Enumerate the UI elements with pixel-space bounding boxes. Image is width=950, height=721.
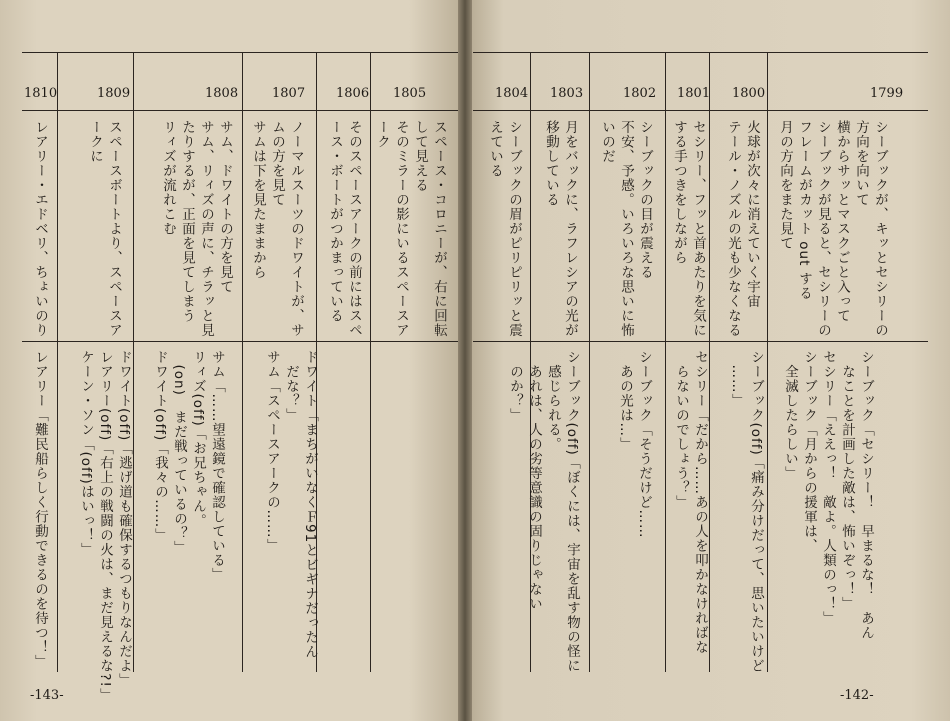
text-line: だな？」 — [283, 350, 299, 423]
cut-number: 1806 — [336, 86, 370, 101]
col-divider — [589, 52, 590, 672]
text-line: らないのでしょう？」 — [673, 350, 689, 510]
scene-divider-rule — [473, 341, 928, 342]
text-line: サム「スペースアークの……」 — [264, 350, 280, 553]
header-rule — [473, 110, 928, 111]
action-text-1803 — [541, 120, 579, 338]
text-line: (on) まだ戦っているの？」 — [171, 350, 187, 556]
text-line: サムは下を見たままから — [250, 120, 266, 280]
cut-number: 1802 — [623, 86, 657, 101]
page-number: -143- — [30, 688, 64, 703]
text-line: ケーン・ソン「(off)はいっ！」 — [78, 350, 94, 558]
text-line: 感じられる。 — [545, 350, 561, 452]
text-line: シーブック「そうだけど…… — [636, 350, 652, 539]
text-line: なことを計画した敵は、怖いぞっ！」 — [839, 350, 855, 611]
text-line: 火球が次々に消えていく宇宙 — [744, 120, 760, 309]
action-text-1810 — [30, 120, 49, 338]
dialog-text-1810 — [30, 350, 49, 670]
dialog-text-1800 — [727, 350, 765, 674]
col-divider — [665, 52, 666, 672]
text-line: ドワイト(off)「我々の……」 — [152, 350, 168, 543]
text-line: のか？」 — [507, 350, 523, 423]
text-line: セシリー「だから……あの人を叩かなければな — [692, 350, 708, 655]
action-text-1799 — [775, 120, 889, 338]
cut-number: 1805 — [393, 86, 427, 101]
page-143 — [0, 0, 465, 721]
action-text-1806 — [325, 120, 363, 338]
text-line: テール・ノズルの光も少なくなる — [725, 120, 741, 338]
text-line: ーク — [374, 120, 390, 149]
col-divider — [767, 52, 768, 672]
dialog-text-1799 — [780, 350, 875, 670]
action-text-1807 — [248, 120, 305, 338]
text-line: そのスペースアークの前にはスペ — [346, 120, 362, 338]
page-142 — [465, 0, 950, 721]
text-line: レアリー・エドベリ、ちょいのり — [32, 120, 48, 338]
cut-number: 1807 — [272, 86, 306, 101]
text-line: シーブック(off)「ぼくには、宇宙を乱す物の怪に — [564, 350, 580, 674]
text-line: ムの方を見て — [269, 120, 285, 207]
table-top-rule — [22, 52, 465, 53]
text-line: 方向を向いて — [853, 120, 869, 207]
text-line: ース・ボートがつかまっている — [327, 120, 343, 323]
book-gutter — [458, 0, 472, 721]
page-number: -142- — [840, 688, 874, 703]
col-divider — [709, 52, 710, 672]
dialog-text-1809 — [76, 350, 133, 703]
dialog-text-1808 — [150, 350, 226, 670]
action-text-1809 — [85, 120, 123, 338]
text-line: シーブックの目が震える — [637, 120, 653, 280]
text-line: サム、リィズの声に、チラッと見 — [198, 120, 214, 338]
text-line: あれは、人の劣等意識の固りじゃない — [526, 350, 542, 611]
text-line: スペースボートより、スペースア — [106, 120, 122, 338]
text-line: リィズ(off)「お兄ちゃん。 — [190, 350, 206, 529]
cut-number: 1801 — [677, 86, 711, 101]
text-line: レアリー「難民船らしく行動できるのを待つ！」 — [32, 350, 48, 669]
text-line: シーブックの眉がピリピリッと震 — [506, 120, 522, 338]
scene-divider-rule — [22, 341, 465, 342]
dialog-text-1802 — [615, 350, 653, 670]
cut-number: 1803 — [550, 86, 584, 101]
action-text-1802 — [597, 120, 654, 338]
dialog-text-1801 — [671, 350, 709, 670]
text-line: シーブック「セシリー！ 早まるな！ あん — [858, 350, 874, 640]
text-line: 移動している — [543, 120, 559, 207]
cut-number: 1804 — [495, 86, 529, 101]
text-line: して見える — [412, 120, 428, 193]
dialog-text-1807 — [262, 350, 319, 670]
text-line: セシリー、フッと首あたりを気に — [690, 120, 706, 338]
text-line: 月の方向をまた見て — [777, 120, 793, 251]
col-divider — [242, 52, 243, 672]
text-line: リィズが流れこむ — [160, 120, 176, 236]
cut-number: 1799 — [870, 86, 904, 101]
text-line: シーブックが、キッとセシリーの — [872, 120, 888, 338]
text-line: えている — [487, 120, 503, 178]
text-line: ークに — [87, 120, 103, 164]
text-line: 全滅したらしい」 — [782, 350, 798, 481]
text-line: ……」 — [729, 350, 745, 408]
header-rule — [22, 110, 465, 111]
text-line: 不安、予感。いろいろな思いに怖 — [618, 120, 634, 338]
text-line: あの光は…」 — [617, 350, 633, 452]
text-line: フレームがカット out する — [796, 120, 812, 301]
text-line: スペース・コロニーが、右に回転 — [431, 120, 447, 338]
cut-number: 1800 — [732, 86, 766, 101]
text-line: シーブック「月からの援軍は、 — [801, 350, 817, 553]
cut-number: 1808 — [205, 86, 239, 101]
action-text-1805 — [372, 120, 448, 338]
text-line: 横からサッとマスクごと入って — [834, 120, 850, 323]
table-top-rule — [473, 52, 928, 53]
action-text-1804 — [485, 120, 523, 338]
text-line: する手つきをしながら — [671, 120, 687, 265]
col-divider — [133, 52, 134, 672]
text-line: ノーマルスーツのドワイトが、サ — [288, 120, 304, 338]
cut-number: 1810 — [24, 86, 58, 101]
text-line: サム、ドワイトの方を見て — [217, 120, 233, 294]
action-text-1801 — [669, 120, 707, 338]
text-line: そのミラーの影にいるスペースア — [393, 120, 409, 338]
cut-number: 1809 — [97, 86, 131, 101]
col-divider — [57, 52, 58, 672]
dialog-text-1803 — [505, 350, 581, 674]
col-divider — [370, 52, 371, 672]
text-line: シーブックが見ると、セシリーの — [815, 120, 831, 338]
text-line: たりするが、正面を見てしまう — [179, 120, 195, 323]
text-line: ドワイト「まちがいなくＦ91とビギナだったん — [302, 350, 318, 660]
text-line: サム「……望遠鏡で確認している」 — [209, 350, 225, 582]
text-line: ドワイト(off)「逃げ道も確保するつもりなんだよ」 — [116, 350, 132, 688]
action-text-1808 — [158, 120, 234, 338]
text-line: シーブック(off)「痛み分けだって、思いたいけど — [748, 350, 764, 674]
text-line: レアリー(off)「右上の戦闘の火は、まだ見えるな?!」 — [97, 350, 113, 703]
text-line: セシリー「ええっ！ 敵よ。人類のっ！」 — [820, 350, 836, 626]
action-text-1800 — [723, 120, 761, 338]
text-line: いのだ — [599, 120, 615, 164]
text-line: 月をバックに、ラフレシアの光が — [562, 120, 578, 338]
